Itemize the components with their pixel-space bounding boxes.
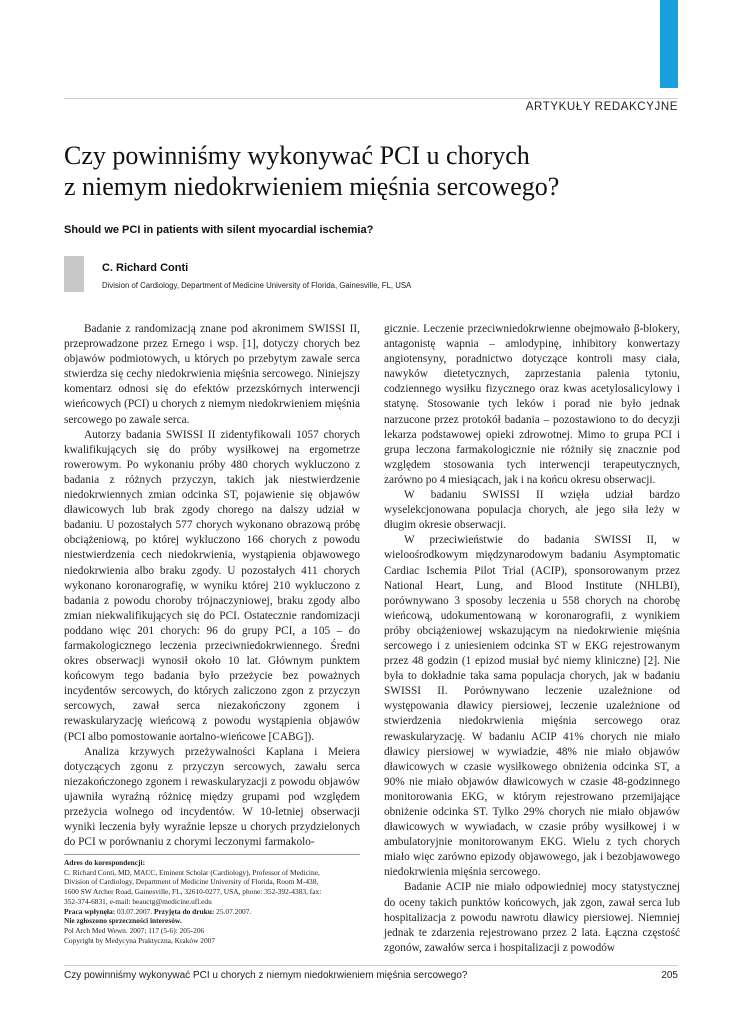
correspondence-line: C. Richard Conti, MD, MACC, Eminent Scholar (Cardiology), Professor of Medicine, <box>64 867 320 877</box>
accepted-label: Przyjęta do druku: <box>153 906 215 916</box>
section-label: ARTYKUŁY REDAKCYJNE <box>525 101 678 113</box>
body-paragraph: Badanie z randomizacją znane pod akronimem SWISSI II, przeprowadzone przez Ernego i wsp. [1], dotyczy chorych bez objawów podmiotowych, u których po przebytym zawale serca stwierdza się cechy niedokrwienia mięśnia sercowego. Niniejszy komentarz odnosi się do efektów przezskórnych interwencji wieńcowych (PCI) u chorych z niemym niedokrwieniem mięśnia sercowego po zawale serca. <box>64 323 360 426</box>
correspondence-label: Adres do korespondencji: <box>64 858 146 867</box>
author-name: C. Richard Conti <box>102 262 189 274</box>
copyright: Copyright by Medycyna Praktyczna, Kraków 2007 <box>64 935 216 945</box>
correspondence-line[interactable]: 352-374-6831, e-mail: beauctg@medicine.ufl.edu <box>64 896 212 906</box>
received-date: 03.07.2007. <box>116 906 153 916</box>
author-affiliation: Division of Cardiology, Department of Medicine University of Florida, Gainesville, FL, USA <box>102 281 412 290</box>
body-column-right <box>384 322 680 956</box>
body-paragraph: Badanie ACIP nie miało odpowiedniej mocy statystycznej do oceny takich punktów końcowych, jak zgon, zawał serca lub hospitalizacja z powodu nawrotu dławicy piersiowej. Niemniej jednak te zdarzenia rejestrowano przez 2 lata. Łączna częstość zgonów, zawałów serca i hospitalizacji z powodów <box>384 881 680 954</box>
accepted-date: 25.07.2007. <box>216 906 252 916</box>
body-paragraph: Autorzy badania SWISSI II zidentyfikowali 1057 chorych kwalifikujących się do próby wysiłkowej na ergometrze rowerowym. Po wykonaniu próby 480 chorych wykluczono z badania z różnych przyczyn, takich jak niestwierdzenie niedokrwiennych zmian odcinka ST, pojawienie się objawów dławicowych lub brak zgody chorego na dalszy udział w badaniu. U pozostałych 577 chorych wykonano obrazową próbę obciążeniową, po której wykluczono 166 chorych z powodu niestwierdzenia cech niedokrwienia, wystąpienia objawowego niedokrwienia albo braku zgody. U pozostałych 411 chorych wykonano koronarografię, w wyniku której 210 wykluczono z badania z powodu choroby trójnaczyniowej, braku zgody albo zmian niekwalifikujących się do PCI. Ostatecznie randomizacji poddano więc 201 chorych: 96 do grupy PCI, a 105 – do farmakologicznego leczenia przeciwniedokrwiennego. Średni okres obserwacji wynosił około 10 lat. Głównym punktem końcowym tego badania było przeżycie bez poważnych incydentów sercowych, do których zaliczono zgon z przyczyn sercowych, zawał serca niezakończony zgonem i rewaskularyzację wieńcową z powodu wystąpienia objawów (PCI albo pomostowanie aortalno-wieńcowe [CABG]). <box>64 428 360 743</box>
body-column-left <box>64 322 360 850</box>
citation: Pol Arch Med Wewn. 2007; 117 (5-6): 205-206 <box>64 925 205 935</box>
body-paragraph: gicznie. Leczenie przeciwniedokrwienne obejmowało β-blokery, antagonistę wapnia – amlodypinę, inhibitory konwertazy angiotensyny, poradnictwo dotyczące kontroli masy ciała, nawyków dietetycznych, zaprzestania palenia tytoniu, codziennego wysiłku fizycznego oraz kwas acetylosalicylowy i statynę. Stosowanie tych leków i porad nie było jednak narzucone przez protokół badania – pozostawiono to do decyzji lekarza podstawowej opieki zdrowotnej. Mimo to grupa PCI i grupa leczona farmakologicznie nie różniły się znacznie pod względem stosowania tych interwencji terapeutycznych, zarówno po 4 miesiącach, jak i na końcu okresu obserwacji. <box>384 323 680 486</box>
body-paragraph: W badaniu SWISSI II wzięła udział bardzo wyselekcjonowana populacja chorych, ale jego siła leży w długim okresie obserwacji. <box>384 489 680 532</box>
article-subtitle: Should we PCI in patients with silent myocardial ischemia? <box>64 224 374 236</box>
dates-line <box>64 907 364 917</box>
correspondence-line: 1600 SW Archer Road, Gainesville, FL, 32610-0277, USA, phone: 352-392-4383, fax: <box>64 887 322 897</box>
footnote-rule <box>64 854 360 855</box>
footnotes <box>64 858 364 945</box>
received-label: Praca wpłynęła: <box>64 906 116 916</box>
conflict-statement: Nie zgłoszono sprzeczności interesów. <box>64 916 182 926</box>
top-rule <box>64 98 678 99</box>
article-title <box>64 140 684 202</box>
author-marker-bar <box>64 256 84 292</box>
page-number: 205 <box>661 970 678 981</box>
article-title-line-1: Czy powinniśmy wykonywać PCI u chorych <box>64 141 530 170</box>
body-paragraph: W przeciwieństwie do badania SWISSI II, w wieloośrodkowym międzynarodowym badaniu Asymptomatic Cardiac Ischemia Pilot Trial (ACIP), sponsorowanym przez National Heart, Lung, and Blood Institute (NHLBI), porównywano 3 sposoby leczenia u 558 chorych na chorobę wieńcową, udokumentowaną w koronarografii, z wynikiem próby obciążeniowej wskazującym na niedokrwienie mięśnia sercowego i z uniesieniem odcinka ST w EKG rejestrowanym przez 48 godzin (1 epizod musiał być niemy kliniczne) [2]. Nie była to dokładnie taka sama populacja chorych, jak w badaniu SWISSI II. Porównywano leczenie uzależnione od występowania dławicy piersiowej, leczenie uzależnione od stwierdzenia niedokrwienia mięśnia sercowego oraz rewaskularyzację. W badaniu ACIP 41% chorych nie miało dławicy piersiowej w wywiadzie, 48% nie miało objawów dławicowych w czasie wysiłkowego obniżenia odcinka ST, a 90% nie miało objawów dławicowych w czasie 48-godzinnego monitorowania EKG, w którym rejestrowano przemijające obniżenie odcinka ST. Tylko 29% chorych nie miało objawów dławicowych w wywiadach, w czasie próby wysiłkowej i w ambulatoryjnie monitorowanym EKG. Wielu z tych chorych miało więc zarówno epizody objawowego, jak i bezobjawowego niedokrwienia mięśnia sercowego. <box>384 534 680 879</box>
body-paragraph: Analiza krzywych przeżywalności Kaplana i Meiera dotyczących zgonu z przyczyn sercowych, zawału serca niezakończonego zgonem i rewaskularyzacji z powodu objawów ujawniła wyraźną różnicę między grupami pod względem przeżycia wolnego od incydentów. W 10-letniej obserwacji wyniki leczenia były wyraźnie lepsze u chorych przydzielonych do PCI w porównaniu z chorymi leczonymi farmakolo- <box>64 745 360 849</box>
article-title-line-2: z niemym niedokrwieniem mięśnia sercowego? <box>64 172 560 201</box>
running-title: Czy powinniśmy wykonywać PCI u chorych z niemym niedokrwieniem mięśnia sercowego? <box>64 970 468 981</box>
accent-bar <box>660 0 678 88</box>
bottom-rule <box>64 965 678 966</box>
correspondence-line: Division of Cardiology, Department of Medicine University of Florida, Room M-438, <box>64 877 319 887</box>
